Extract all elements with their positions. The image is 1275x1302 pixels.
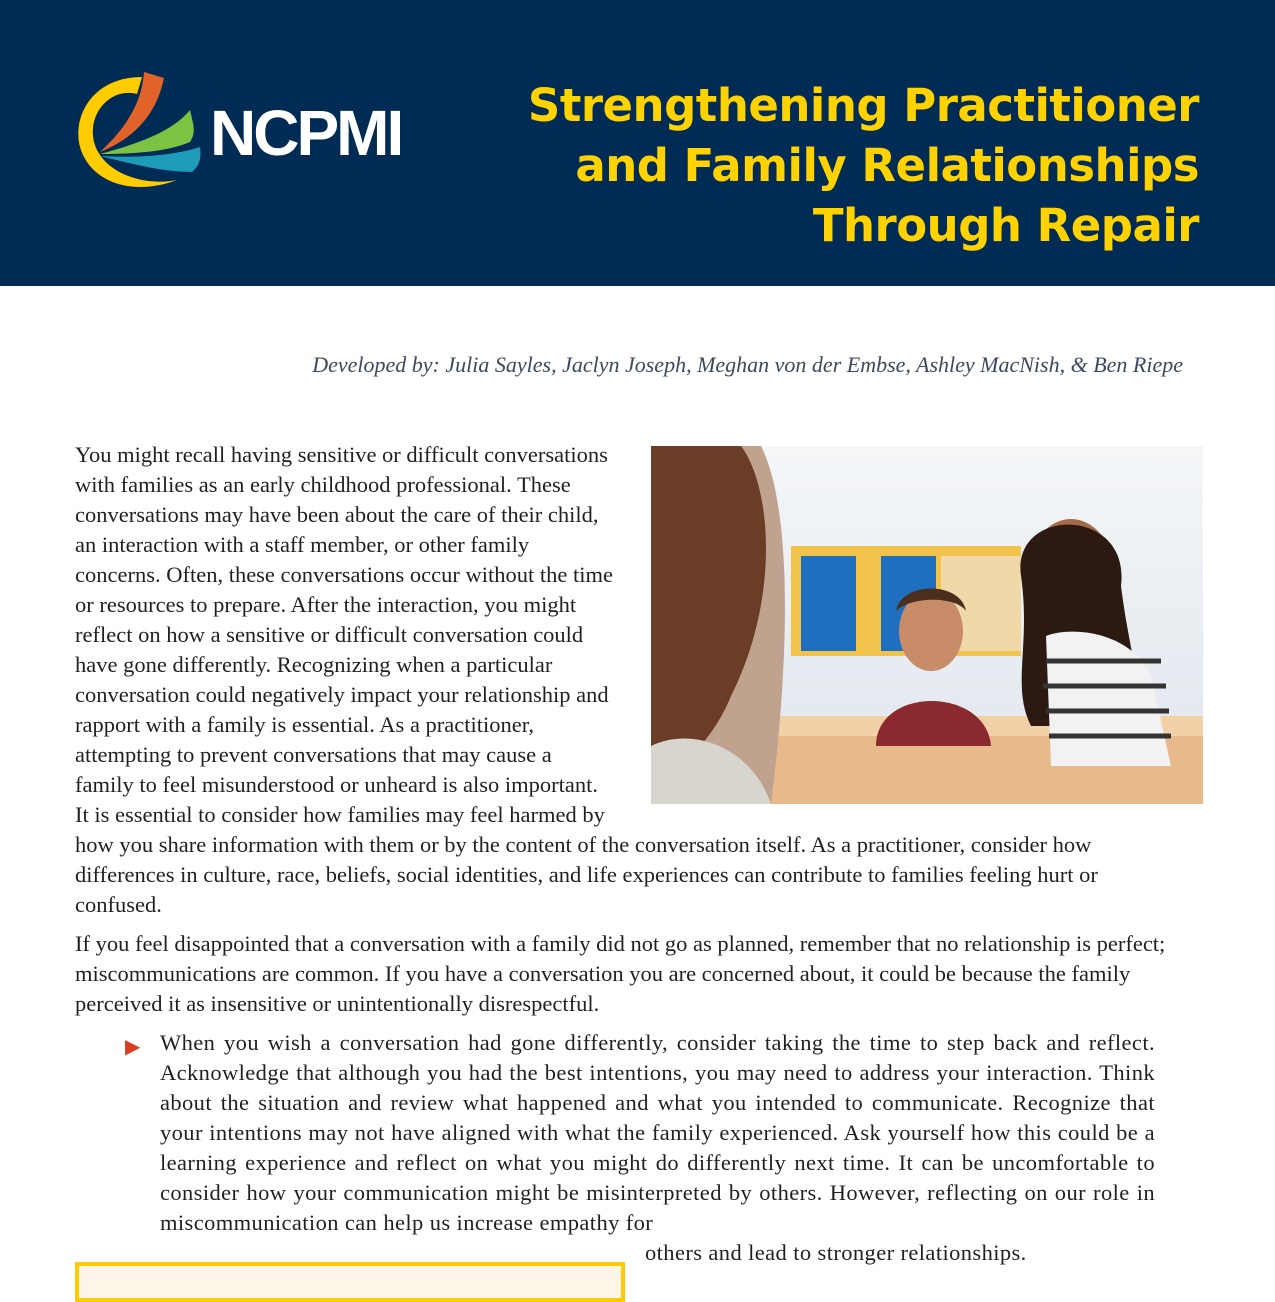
bullet-text-last-line: others and lead to stronger relationships. [645, 1240, 1027, 1265]
callout-box [75, 1262, 625, 1302]
classroom-photo [651, 446, 1203, 804]
header-banner [0, 0, 1275, 286]
title-line: Through Repair [812, 199, 1199, 252]
bullet-text: When you wish a conversation had gone differently, consider taking the time to step back and reflect. Acknowledge that although you had the best intentions, you may need to address your interaction. Think about the situation and review what happened and what you intended to communicate. Recognize that your intentions may not have aligned with what the family experienced. Ask yourself how this could be a learning experience and reflect on what you might do differently next time. It can be uncomfortable to consider how your communication might be misinterpreted by others. However, reflecting on our role in miscommunication can help us increase empathy for [160, 1030, 1155, 1235]
logo-text: NCPMI [210, 97, 402, 169]
page-title [528, 76, 1199, 256]
triangle-right-icon: ▶ [125, 1036, 141, 1058]
photo-illustration [651, 446, 1203, 804]
paragraph: If you feel disappointed that a conversation with a family did not go as planned, remember that no relationship is perfect; miscommunications are common. If you have a conversation you are concerned about, it could be because the family perceived it as insensitive or unintentionally disrespectful. [75, 931, 1166, 1016]
title-line: Strengthening Practitioner [527, 79, 1199, 132]
bullet-item [125, 1028, 1155, 1238]
paragraph: You might recall having sensitive or difficult conversations with families as an early childhood professional. These conversations may have been about the care of their child, an interaction with a staff member, or other family concerns. Often, these conversations occur without the time or resources to prepare. After the interaction, you might reflect on how a sensitive or difficult conversation could have gone differently. Recognizing when a particular conversation could negatively impact your relationship and rapport with a family is essential. As a practitioner, attempting to prevent conversations that may cause a family to feel misunderstood or unheard is also important. It is essential to consider how families may feel harmed by how you share information with them or by the content of the conversation itself. As a practitioner, consider how differences in culture, race, beliefs, social identities, and life experiences can contribute to families feeling hurt or confused. [75, 442, 1098, 917]
byline: Developed by: Julia Sayles, Jaclyn Joseph, Meghan von der Embse, Ashley MacNish, & Ben Riepe [312, 352, 1183, 377]
article-body [75, 440, 1190, 1028]
title-line: and Family Relationships [575, 139, 1199, 192]
